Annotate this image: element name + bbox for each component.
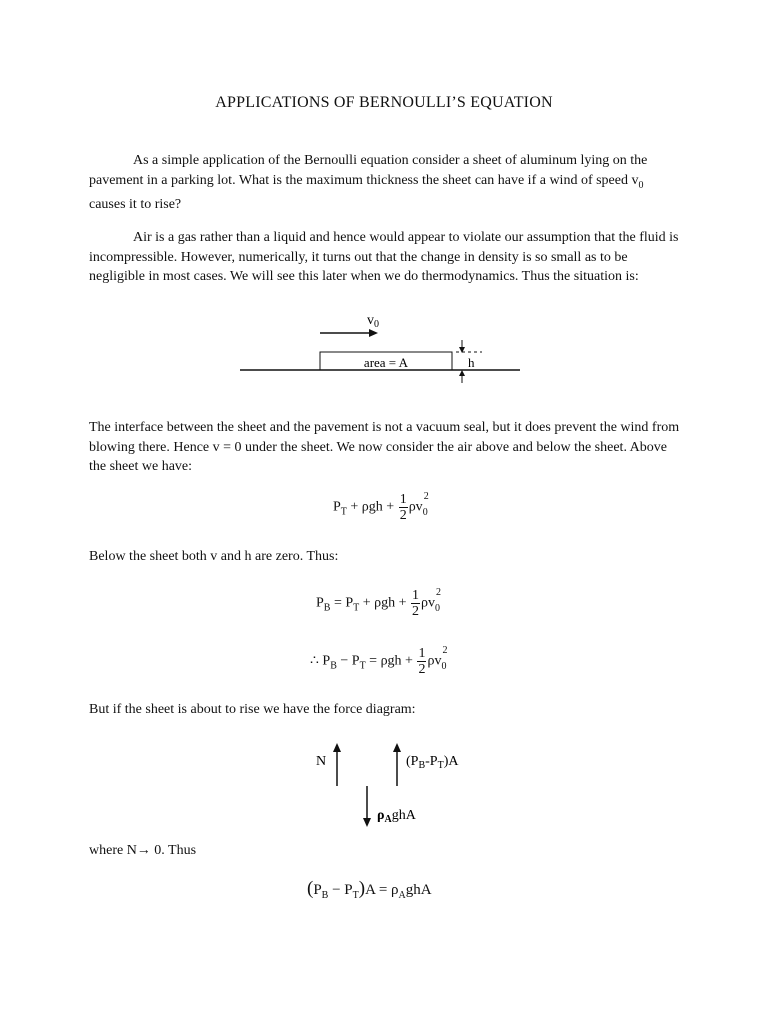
eq3-sub-b: B (330, 660, 337, 672)
paragraph-air-gas: Air is a gas rather than a liquid and hence would appear to violate our assumption that the fluid is incompressible. However, numerically, it turns out that the change in density is so small as to be negligible in most cases. We will see this later when we do thermodynamics. Thus the situation is: (89, 230, 679, 284)
paragraph-interface: The interface between the sheet and the pavement is not a vacuum seal, but it does prevent the wind from blowing there. Hence v = 0 under the sheet. We now consider the air above and below the sheet. Above the sheet we have: (89, 420, 680, 474)
eq4-end: ghA (405, 882, 432, 898)
area-label: area = A (363, 355, 409, 370)
eq3-numerator: 1 (418, 646, 426, 661)
eq3-sub-t: T (359, 660, 366, 672)
eq4-sub-b: B (321, 890, 329, 901)
eq2-exponent: 2 (436, 586, 442, 598)
equation-pressure-difference (310, 646, 446, 677)
paragraph-intro (89, 151, 681, 214)
eq1-denominator: 2 (399, 508, 407, 523)
normal-force-arrowhead (333, 743, 341, 752)
eq2-mid: + ρgh + (359, 595, 411, 611)
eq1-pressure: P (333, 499, 341, 515)
pressure-force-label: $(P_B-P_T)A$ (406, 754, 459, 771)
eq3-tail: ρv (427, 653, 442, 669)
normal-force-label: N (316, 754, 327, 769)
eq4-close-paren: ) (358, 878, 366, 899)
force-diagram (300, 736, 500, 832)
eq1-sub: T (340, 506, 347, 518)
eq3-denominator: 2 (418, 662, 426, 677)
eq1-subscript: 0 (422, 506, 428, 518)
weight-label: $\rho_AghA$ (377, 808, 416, 825)
eq2-tail: ρv (421, 595, 436, 611)
eq3-subscript: 0 (441, 660, 447, 672)
intro-text-1: As a simple application of the Bernoulli equation consider a sheet of aluminum lying on the pavement in a parking lot. What is the maximum thickness the sheet can have if a wind of speed v (89, 153, 648, 188)
eq4-minus: − P (328, 882, 353, 898)
paragraph-below-sheet: Below the sheet both v and h are zero. Thus: (89, 549, 339, 564)
intro-subscript: 0 (638, 179, 644, 191)
eq2-equals: = P (330, 595, 354, 611)
eq2-fraction (411, 588, 420, 619)
equation-below-sheet (316, 588, 440, 619)
eq1-exponent: 2 (423, 490, 429, 502)
eq2-supsub (435, 586, 442, 614)
eq3-supsub (441, 644, 448, 672)
eq3-mid: = ρgh + (365, 653, 417, 669)
paragraph-normal-zero: where N→ 0. Thus (89, 843, 197, 858)
velocity-label: $v_0$ (367, 313, 379, 330)
eq1-tail: ρv (408, 499, 423, 515)
eq3-therefore: ∴ P (310, 653, 331, 669)
eq3-fraction (417, 646, 426, 677)
eq2-sub-t: T (353, 602, 360, 614)
eq2-numerator: 1 (412, 588, 420, 603)
eq3-minus: − P (336, 653, 360, 669)
paragraph-force-diagram: But if the sheet is about to rise we have the force diagram: (89, 702, 416, 717)
eq1-supsub (422, 490, 429, 518)
intro-text-2: causes it to rise? (89, 196, 182, 212)
eq1-mid: + ρgh + (346, 499, 398, 515)
eq4-tail: A = ρ (365, 882, 399, 898)
eq2-pb: P (316, 595, 324, 611)
equation-above-sheet (333, 492, 428, 523)
eq4-rho-sub: A (398, 890, 406, 901)
thickness-arrowhead-bottom (459, 370, 465, 376)
eq1-numerator: 1 (399, 492, 407, 507)
eq2-subscript: 0 (435, 602, 441, 614)
eq1-fraction (399, 492, 408, 523)
eq2-denominator: 2 (412, 604, 420, 619)
sheet-diagram (230, 306, 530, 386)
equation-force-balance (307, 878, 432, 901)
eq2-sub-b: B (323, 602, 331, 614)
eq4-sub-t: T (352, 890, 359, 901)
thickness-label: h (468, 355, 475, 370)
wind-arrow-head (369, 329, 378, 337)
eq3-exponent: 2 (442, 644, 448, 656)
weight-arrowhead (363, 818, 371, 827)
eq4-pb: P (313, 882, 322, 898)
page-title: APPLICATIONS OF BERNOULLI’S EQUATION (215, 94, 553, 111)
eq4-open-paren: ( (307, 878, 314, 899)
pressure-force-arrowhead (393, 743, 401, 752)
